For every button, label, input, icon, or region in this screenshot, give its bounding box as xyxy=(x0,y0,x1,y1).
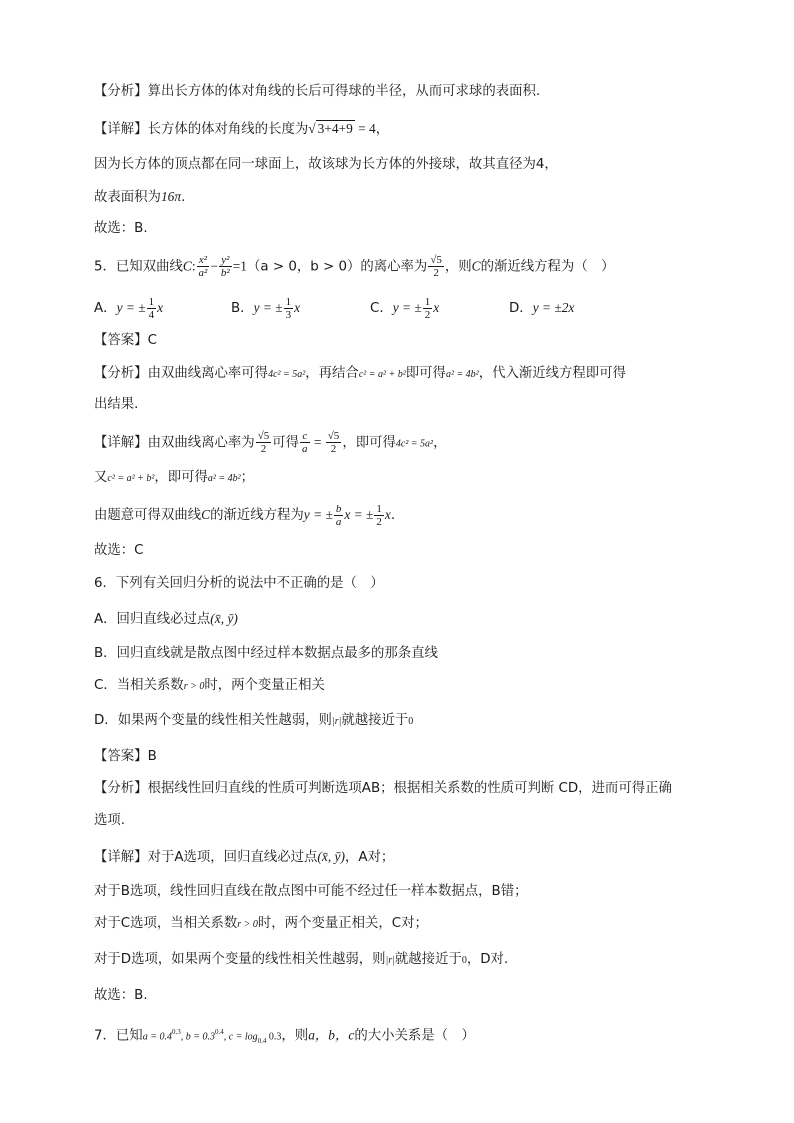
q6-stem: 6．下列有关回归分析的说法中不正确的是（ ） xyxy=(94,576,384,591)
option-math: y = ± xyxy=(253,300,283,315)
answer-value: C xyxy=(147,333,157,348)
q4-detail-1 xyxy=(94,119,734,140)
fraction xyxy=(300,430,310,455)
math-expr: y = ± xyxy=(303,507,333,522)
option-c[interactable] xyxy=(370,295,439,322)
q4-detail-3 xyxy=(94,187,734,208)
math-abc: a，b，c xyxy=(308,1027,355,1043)
frac-den: 2 xyxy=(376,515,382,528)
q5-analysis-2: 出结果. xyxy=(94,397,139,412)
q4-detail-result: = 4， xyxy=(354,121,390,136)
option-math: y = ±2x xyxy=(532,300,575,315)
option-label: D． xyxy=(509,301,533,316)
detail-text: 由题意可得双曲线 xyxy=(94,508,202,523)
math-expr: , c = log xyxy=(223,1031,258,1043)
math-c: C xyxy=(182,258,192,274)
frac-num: y² xyxy=(219,254,232,267)
q6-detail-4 xyxy=(94,950,734,971)
detail-text: ，即可得 xyxy=(342,435,396,451)
math-eq: = xyxy=(310,434,325,450)
option-text: D．如果两个变量的线性相关性越弱，则 xyxy=(94,713,332,728)
q5-condition: （a > 0，b > 0）的离心率为 xyxy=(246,259,428,275)
math-area: 16π xyxy=(160,189,182,204)
detail-text: 由双曲线离心率为 xyxy=(147,435,255,451)
math-expr: x xyxy=(384,507,391,522)
math-exponent: 0.3 xyxy=(171,1028,181,1036)
q5-stem-text2: ，则 xyxy=(444,259,472,275)
math-expr: 4c² = 5a² xyxy=(268,369,306,380)
option-label: C． xyxy=(370,301,393,316)
math-c: C xyxy=(471,258,481,274)
math-expr: 0.3 xyxy=(266,1031,282,1043)
q5-stem: 5．已知双曲线C: $\frac{\text{x²}}{\text{a²}}$ − $\frac{\text{y²}}{\text{b²}}$ =1（a > 0，b > 0）的离心率为 $\frac{√5}{2}$ ，则C的渐近线方程为（ ） xyxy=(94,254,615,279)
frac-num: 1 xyxy=(148,295,155,308)
option-x: x xyxy=(433,300,440,315)
math-abs-r: |r| xyxy=(331,716,342,727)
q5-detail-1 xyxy=(94,430,734,457)
math-expr: r > 0 xyxy=(237,919,258,930)
detail-text: ，即可得 xyxy=(154,470,208,485)
fraction xyxy=(374,503,384,528)
math-expr: a² = 4b² xyxy=(445,369,479,380)
math-abs-r: |r| xyxy=(385,955,395,966)
q4-detail-3-text: 故表面积为 xyxy=(94,190,161,205)
math-point: (x̄, ȳ) xyxy=(317,849,345,864)
analysis-tag: 【分析】 xyxy=(94,84,148,99)
q6-option-d[interactable] xyxy=(94,711,734,732)
q5-analysis-1 xyxy=(94,364,734,385)
frac-den: b² xyxy=(220,267,230,279)
analysis-text: ，再结合 xyxy=(305,366,359,381)
q4-detail-2: 因为长方体的顶点都在同一球面上，故该球为长方体的外接球，故其直径为4， xyxy=(94,157,558,172)
sqrt-expression: √ 3+4+9 xyxy=(308,121,353,136)
frac-den: 2 xyxy=(260,443,267,455)
detail-text: 时，两个变量正相关，C对； xyxy=(257,916,428,931)
option-label: B． xyxy=(231,301,254,316)
q6-analysis-1 xyxy=(94,779,734,799)
analysis-tag: 【分析】 xyxy=(94,781,148,796)
frac-den: a² xyxy=(198,267,208,279)
fraction-x2-a2 xyxy=(197,254,210,279)
detail-text: 对于D选项，如果两个变量的线性相关性越弱，则 xyxy=(94,952,386,967)
stem-text: ，则 xyxy=(281,1028,309,1044)
q5-stem-text: 5．已知双曲线 xyxy=(94,259,183,275)
q6-answer xyxy=(94,747,734,767)
option-text: C．当相关系数 xyxy=(94,678,184,693)
q4-detail-text: 长方体的体对角线的长度为 xyxy=(147,122,309,137)
frac-num: c xyxy=(300,430,310,443)
option-math: y = ± xyxy=(116,300,146,315)
q6-choice: 故选：B. xyxy=(94,988,148,1003)
frac-den: 3 xyxy=(285,308,292,321)
q6-detail-3 xyxy=(94,914,734,935)
math-colon: : xyxy=(191,258,196,274)
detail-text: ，A对； xyxy=(344,850,395,865)
frac-den: 2 xyxy=(433,267,439,279)
frac-den: a xyxy=(335,515,342,528)
q4-choice: 故选：B. xyxy=(94,221,148,236)
option-b[interactable] xyxy=(231,295,300,322)
frac-den: 2 xyxy=(330,443,337,455)
fraction-y2-b2 xyxy=(219,254,232,279)
detail-text: 对于A选项，回归直线必过点 xyxy=(147,850,318,865)
math-expr: c² = a² + b² xyxy=(358,369,406,380)
math-c: C xyxy=(201,507,211,522)
detail-text: 又 xyxy=(94,470,108,485)
math-exponent: 0.4 xyxy=(214,1028,224,1036)
q5-options xyxy=(94,295,734,321)
frac-den: a xyxy=(302,443,308,455)
answer-tag: 【答案】 xyxy=(94,749,148,764)
math-zero: 0 xyxy=(408,716,414,727)
option-d[interactable] xyxy=(509,295,574,322)
math-expr: r > 0 xyxy=(183,681,205,692)
fraction xyxy=(326,430,342,455)
option-x: x xyxy=(157,300,164,315)
fraction xyxy=(284,296,294,321)
math-expr: a² = 4b² xyxy=(207,473,241,484)
option-text: A．回归直线必过点 xyxy=(94,612,211,627)
option-math: y = ± xyxy=(392,300,422,315)
analysis-text: 根据线性回归直线的性质可判断选项AB；根据相关系数的性质可判断 CD，进而可得正确 xyxy=(147,781,672,796)
q4-analysis xyxy=(94,82,734,102)
analysis-text: 由双曲线离心率可得 xyxy=(147,366,269,381)
option-text: 就越接近于 xyxy=(341,713,409,728)
option-a[interactable] xyxy=(94,295,163,322)
detail-text: 就越接近于 xyxy=(394,952,462,967)
analysis-text: 即可得 xyxy=(405,366,446,381)
frac-num: b xyxy=(335,502,342,515)
fraction xyxy=(334,503,344,528)
detail-tag: 【详解】 xyxy=(94,850,148,865)
option-x: x xyxy=(294,300,301,315)
fraction xyxy=(256,430,272,455)
option-text: 时，两个变量正相关 xyxy=(204,678,325,693)
option-label: A． xyxy=(94,301,117,316)
q5-choice: 故选：C xyxy=(94,543,144,558)
math-expr: 4c² = 5a² xyxy=(395,438,434,450)
q4-analysis-text: 算出长方体的体对角线的长后可得球的半径，从而可求球的表面积. xyxy=(147,84,541,99)
q5-answer xyxy=(94,331,734,351)
analysis-tag: 【分析】 xyxy=(94,366,148,381)
detail-tag: 【详解】 xyxy=(94,435,148,451)
detail-text: ； xyxy=(240,470,255,485)
frac-num: 1 xyxy=(285,295,292,308)
q6-detail-2: 对于B选项，线性回归直线在散点图中可能不经过任一样本数据点，B错； xyxy=(94,884,528,899)
q6-option-a[interactable] xyxy=(94,609,734,630)
q7-stem xyxy=(94,1022,734,1051)
detail-text: 对于C选项，当相关系数 xyxy=(94,916,238,931)
q6-analysis-2: 选项. xyxy=(94,813,126,828)
q5-detail-2 xyxy=(94,468,734,489)
math-expr: c² = a² + b² xyxy=(107,473,155,484)
q6-detail-1 xyxy=(94,847,734,868)
stem-text: 7．已知 xyxy=(94,1028,143,1044)
math-zero: 0 xyxy=(461,955,467,966)
frac-num: 1 xyxy=(424,295,431,308)
fraction xyxy=(147,296,157,321)
fraction xyxy=(423,296,433,321)
frac-num: x² xyxy=(197,254,210,267)
math-subscript: 0.4 xyxy=(257,1037,267,1046)
frac-num: √5 xyxy=(327,430,340,442)
math-point: (x̄, ȳ) xyxy=(210,611,238,626)
q6-option-b[interactable]: B．回归直线就是散点图中经过样本数据点最多的那条直线 xyxy=(94,646,438,661)
math-expr: a = 0.4 xyxy=(142,1031,172,1043)
answer-tag: 【答案】 xyxy=(94,333,148,348)
frac-den: 4 xyxy=(148,308,155,321)
detail-text: . xyxy=(390,508,396,523)
detail-text: ， xyxy=(433,435,447,451)
frac-num: √5 xyxy=(257,430,270,442)
detail-text: 可得 xyxy=(272,435,300,451)
frac-num: √5 xyxy=(430,254,442,266)
fraction-e xyxy=(428,254,444,279)
math-eq: =1 xyxy=(232,258,247,274)
q5-stem-end: 的渐近线方程为（ ） xyxy=(480,259,615,275)
q5-detail-3 xyxy=(94,502,734,529)
analysis-text: ，代入渐近线方程即可得 xyxy=(478,366,626,381)
frac-den: 2 xyxy=(424,308,431,321)
q6-option-c[interactable] xyxy=(94,676,734,697)
stem-end: 的大小关系是（ ） xyxy=(354,1028,475,1044)
detail-text: 的渐近线方程为 xyxy=(210,508,304,523)
detail-tag: 【详解】 xyxy=(94,122,148,137)
frac-num: 1 xyxy=(376,502,382,515)
math-expr: x = ± xyxy=(344,507,374,522)
q4-period: . xyxy=(181,190,186,205)
detail-text: ，D对. xyxy=(466,952,509,967)
answer-value: B xyxy=(147,749,157,764)
math-expr: , b = 0.3 xyxy=(180,1031,215,1043)
